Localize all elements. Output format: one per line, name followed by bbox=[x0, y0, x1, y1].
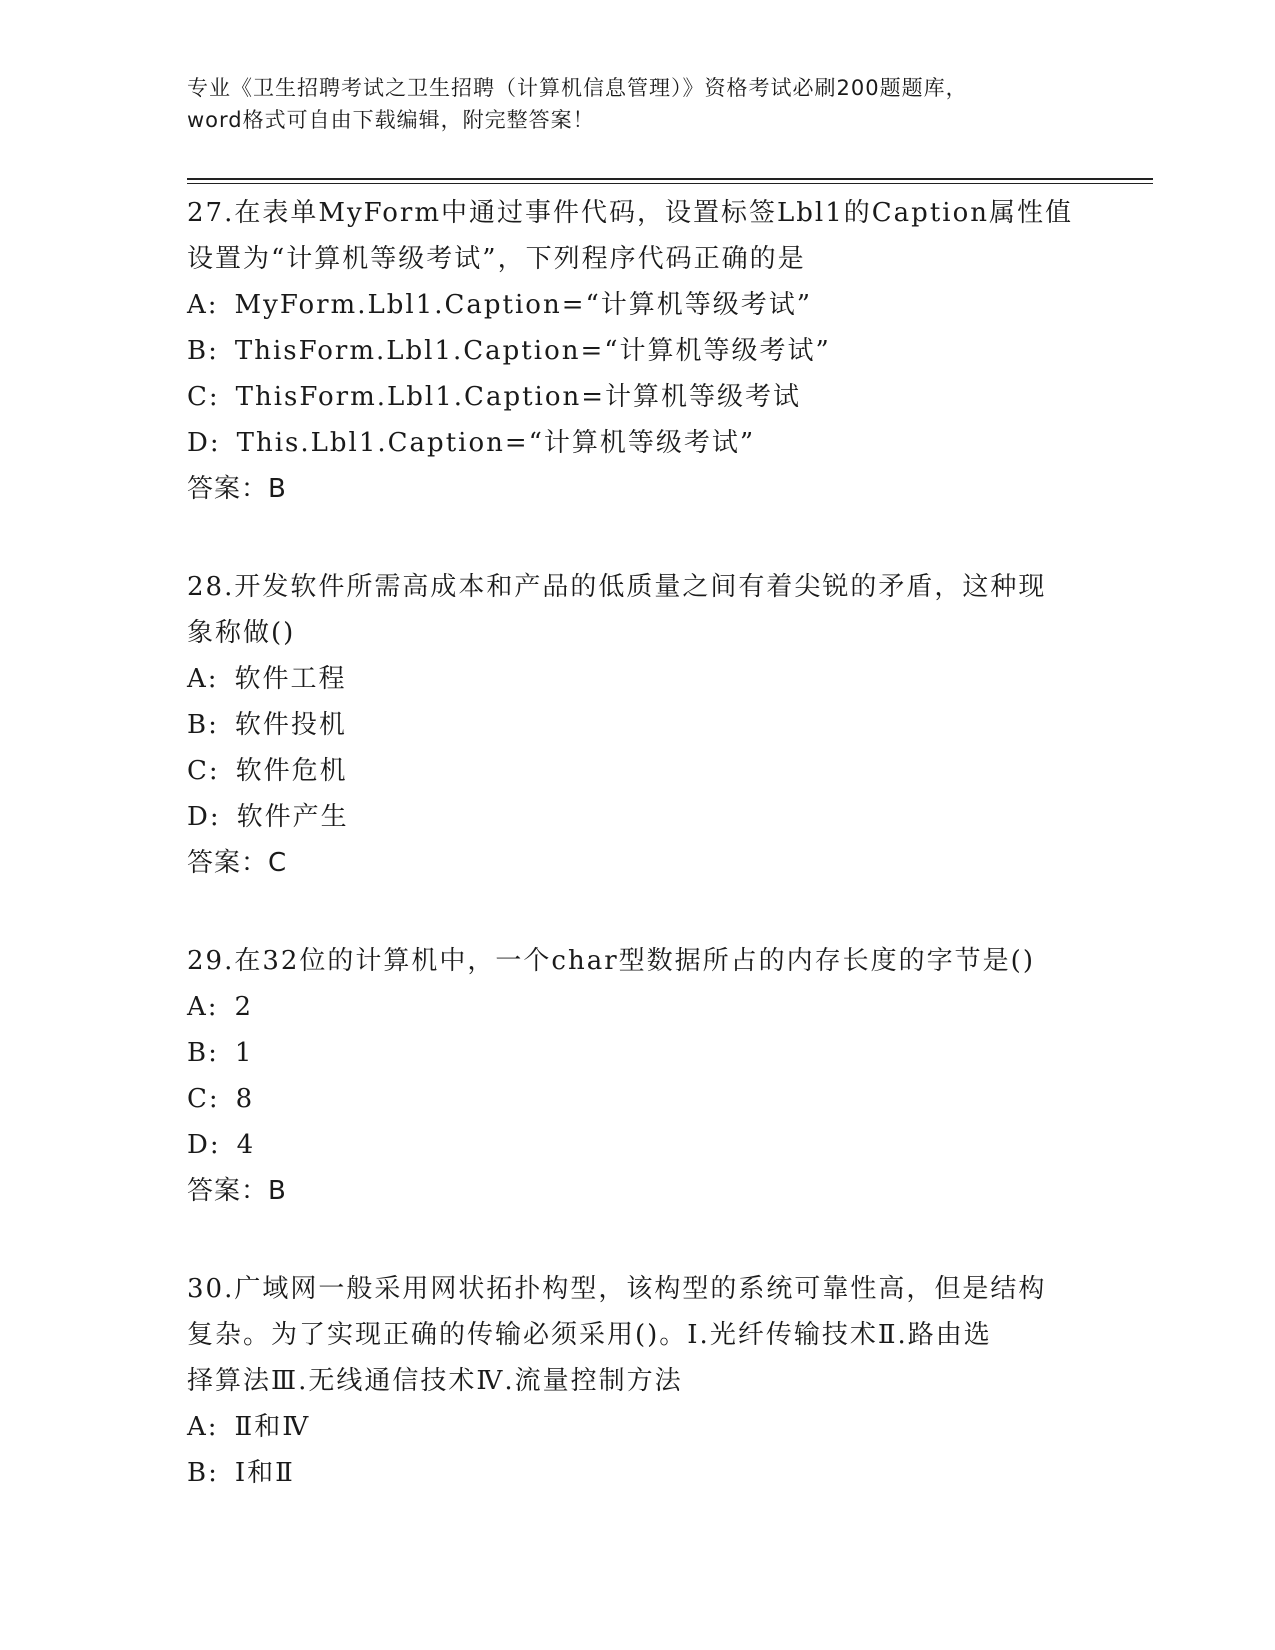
option-key: D: bbox=[187, 802, 221, 832]
option-b bbox=[187, 702, 1087, 748]
option-key: A: bbox=[187, 1412, 219, 1442]
option-text: 1 bbox=[234, 1038, 254, 1068]
header-title-line-2: word格式可自由下载编辑，附完整答案！ bbox=[187, 108, 595, 132]
option-text: 2 bbox=[234, 992, 254, 1022]
option-b bbox=[187, 328, 1087, 374]
question-text-line: 象称做() bbox=[187, 618, 296, 648]
option-text: MyForm.Lbl1.Caption=“计算机等级考试” bbox=[234, 290, 813, 320]
option-a bbox=[187, 282, 1087, 328]
option-key: C: bbox=[187, 382, 220, 412]
question-text-line: 复杂。为了实现正确的传输必须采用()。Ⅰ.光纤传输技术Ⅱ.路由选 bbox=[187, 1320, 992, 1350]
question-text-line: 29.在32位的计算机中，一个char型数据所占的内存长度的字节是() bbox=[187, 946, 1035, 976]
option-text: ThisForm.Lbl1.Caption=“计算机等级考试” bbox=[234, 336, 831, 366]
answer-line: 答案：B bbox=[187, 1176, 287, 1206]
answer-line: 答案：B bbox=[187, 474, 287, 504]
option-text: 软件工程 bbox=[234, 664, 347, 694]
option-d bbox=[187, 420, 1087, 466]
option-d bbox=[187, 1122, 1087, 1168]
option-text: This.Lbl1.Caption=“计算机等级考试” bbox=[236, 428, 756, 458]
option-text: 8 bbox=[235, 1084, 255, 1114]
option-key: C: bbox=[187, 756, 220, 786]
option-text: Ⅰ和Ⅱ bbox=[234, 1458, 295, 1488]
option-c bbox=[187, 748, 1087, 794]
option-key: D: bbox=[187, 1130, 221, 1160]
option-key: B: bbox=[187, 710, 219, 740]
header-divider-thick bbox=[187, 178, 1153, 180]
document-header bbox=[187, 72, 1087, 136]
option-key: A: bbox=[187, 290, 219, 320]
option-text: 软件投机 bbox=[234, 710, 347, 740]
question-27 bbox=[187, 190, 1087, 512]
option-text: 软件危机 bbox=[235, 756, 348, 786]
option-text: 4 bbox=[236, 1130, 256, 1160]
question-28 bbox=[187, 564, 1087, 886]
option-c bbox=[187, 374, 1087, 420]
question-text-line: 择算法Ⅲ.无线通信技术Ⅳ.流量控制方法 bbox=[187, 1366, 683, 1396]
question-list bbox=[187, 190, 1087, 1548]
option-key: B: bbox=[187, 1458, 219, 1488]
option-key: A: bbox=[187, 992, 219, 1022]
option-key: A: bbox=[187, 664, 219, 694]
question-text-line: 设置为“计算机等级考试”，下列程序代码正确的是 bbox=[187, 244, 806, 274]
option-b bbox=[187, 1450, 1087, 1496]
question-text-line: 28.开发软件所需高成本和产品的低质量之间有着尖锐的矛盾，这种现 bbox=[187, 572, 1047, 602]
option-text: Ⅱ和Ⅳ bbox=[234, 1412, 311, 1442]
question-text-line: 30.广域网一般采用网状拓扑构型，该构型的系统可靠性高，但是结构 bbox=[187, 1274, 1047, 1304]
option-a bbox=[187, 656, 1087, 702]
option-text: ThisForm.Lbl1.Caption=计算机等级考试 bbox=[235, 382, 802, 412]
option-key: D: bbox=[187, 428, 221, 458]
question-30 bbox=[187, 1266, 1087, 1496]
question-text-line: 27.在表单MyForm中通过事件代码，设置标签Lbl1的Caption属性值 bbox=[187, 198, 1073, 228]
option-text: 软件产生 bbox=[236, 802, 349, 832]
option-d bbox=[187, 794, 1087, 840]
answer-line: 答案：C bbox=[187, 848, 288, 878]
option-key: C: bbox=[187, 1084, 220, 1114]
option-key: B: bbox=[187, 336, 219, 366]
header-divider-thin bbox=[187, 183, 1153, 184]
option-key: B: bbox=[187, 1038, 219, 1068]
option-c bbox=[187, 1076, 1087, 1122]
option-a bbox=[187, 984, 1087, 1030]
question-29 bbox=[187, 938, 1087, 1214]
option-b bbox=[187, 1030, 1087, 1076]
header-title-line-1: 专业《卫生招聘考试之卫生招聘（计算机信息管理）》资格考试必刷200题题库， bbox=[187, 76, 968, 100]
option-a bbox=[187, 1404, 1087, 1450]
